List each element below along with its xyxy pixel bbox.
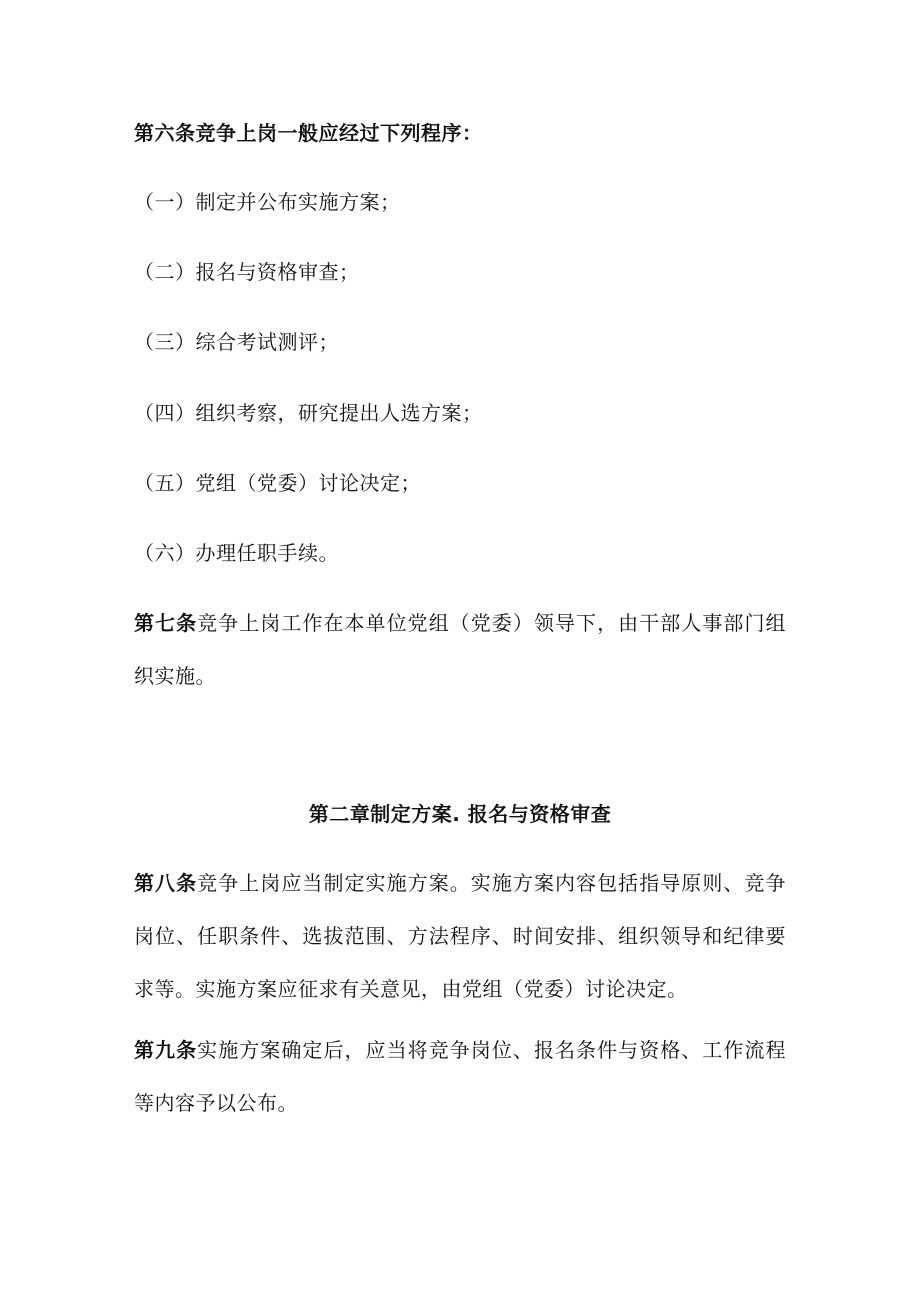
article-7-paragraph	[134, 597, 786, 703]
article-7-label: 第七条	[134, 611, 198, 635]
article-8-text: 竞争上岗应当制定实施方案。实施方案内容包括指导原则、竞争岗位、任职条件、选拔范围、方法程序、时间安排、组织领导和纪律要求等。实施方案应征求有关意见，由党组（党委）讨论决定。	[134, 871, 787, 1001]
chapter-2-title: 第二章制定方案. 报名与资格审查	[308, 802, 612, 826]
article-9-label: 第九条	[134, 1038, 198, 1062]
article-9-paragraph	[134, 1024, 786, 1130]
article-8-label: 第八条	[134, 871, 198, 895]
article-6-item-6: （六）办理任职手续。	[134, 541, 339, 565]
article-6-item-4: （四）组织考察，研究提出人选方案；	[134, 401, 483, 425]
article-6-item-3: （三）综合考试测评；	[134, 330, 339, 354]
article-9-text: 实施方案确定后，应当将竞争岗位、报名条件与资格、工作流程等内容予以公布。	[134, 1038, 787, 1115]
article-6-item-5: （五）党组（党委）讨论决定；	[134, 471, 421, 495]
article-6-heading: 第六条竞争上岗一般应经过下列程序：	[134, 121, 483, 145]
article-6-item-1: （一）制定并公布实施方案；	[134, 190, 401, 214]
article-7-text: 竞争上岗工作在本单位党组（党委）领导下，由干部人事部门组织实施。	[134, 611, 787, 688]
article-6-item-2: （二）报名与资格审查；	[134, 260, 360, 284]
article-8-paragraph	[134, 857, 786, 1016]
